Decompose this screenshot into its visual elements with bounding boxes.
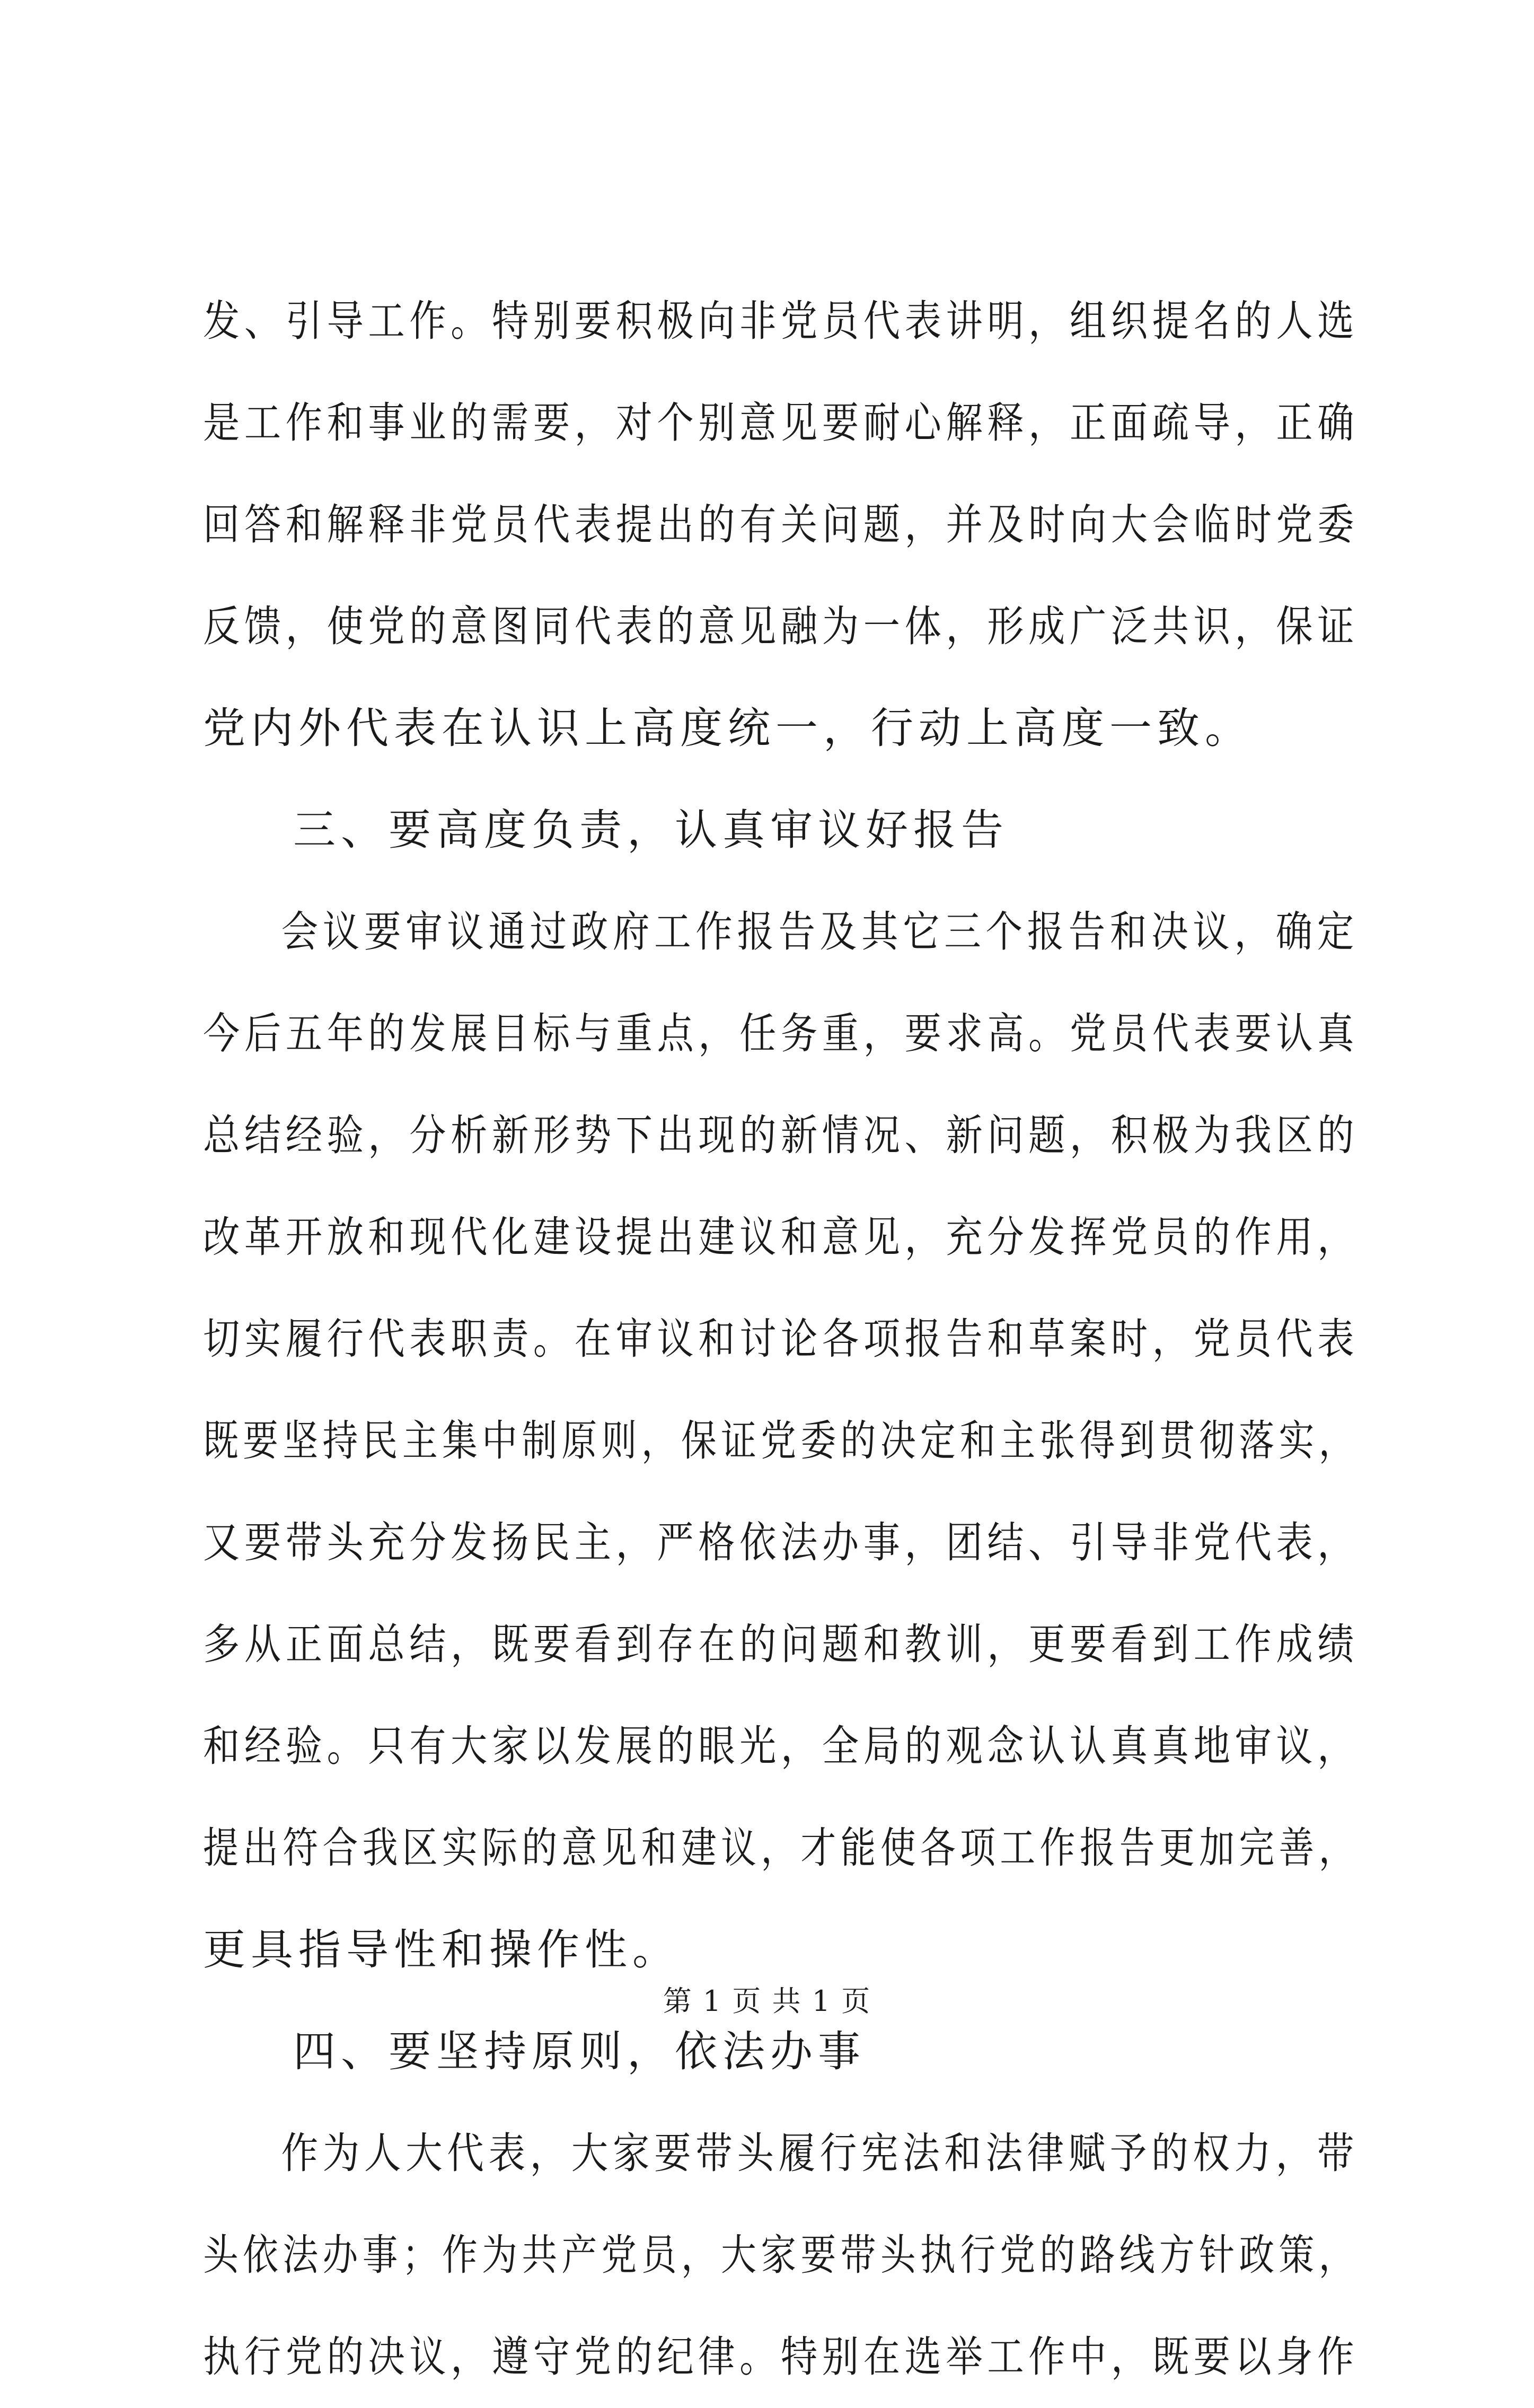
body-line-12: 既要坚持民主集中制原则，保证党委的决定和主张得到贯彻落实， bbox=[203, 1416, 1359, 1465]
body-line-10: 改革开放和现代化建设提出建议和意见，充分发挥党员的作用， bbox=[203, 1212, 1359, 1262]
body-line-13: 又要带头充分发扬民主，严格依法办事，团结、引导非党代表， bbox=[203, 1518, 1359, 1567]
body-line-11: 切实履行代表职责。在审议和讨论各项报告和草案时，党员代表 bbox=[203, 1314, 1359, 1364]
section-heading-4: 四、要坚持原则，依法办事 bbox=[293, 2027, 866, 2076]
body-line-4: 反馈，使党的意图同代表的意见融为一体，形成广泛共识，保证 bbox=[203, 602, 1359, 651]
body-line-9: 总结经验，分析新形势下出现的新情况、新问题，积极为我区的 bbox=[203, 1111, 1359, 1160]
body-line-7: 会议要审议通过政府工作报告及其它三个报告和决议，确定 bbox=[281, 907, 1359, 956]
body-line-8: 今后五年的发展目标与重点，任务重，要求高。党员代表要认真 bbox=[203, 1009, 1359, 1058]
body-line-20: 头依法办事；作为共产党员，大家要带头执行党的路线方针政策， bbox=[203, 2230, 1359, 2280]
body-line-21: 执行党的决议，遵守党的纪律。特别在选举工作中，既要以身作 bbox=[203, 2332, 1359, 2381]
body-line-1: 发、引导工作。特别要积极向非党员代表讲明，组织提名的人选 bbox=[203, 296, 1359, 346]
body-line-17: 更具指导性和操作性。 bbox=[203, 1925, 680, 1974]
page-number-footer: 第 1 页 共 1 页 bbox=[663, 1984, 871, 2018]
body-line-15: 和经验。只有大家以发展的眼光，全局的观念认认真真地审议， bbox=[203, 1721, 1359, 1771]
section-heading-3: 三、要高度负责，认真审议好报告 bbox=[293, 805, 1009, 855]
document-body bbox=[203, 270, 1359, 2408]
body-line-2: 是工作和事业的需要，对个别意见要耐心解释，正面疏导，正确 bbox=[203, 398, 1359, 447]
body-line-5: 党内外代表在认识上高度统一，行动上高度一致。 bbox=[203, 704, 1253, 753]
body-line-16: 提出符合我区实际的意见和建议，才能使各项工作报告更加完善， bbox=[203, 1823, 1359, 1873]
body-line-3: 回答和解释非党员代表提出的有关问题，并及时向大会临时党委 bbox=[203, 500, 1359, 549]
body-line-19: 作为人大代表，大家要带头履行宪法和法律赋予的权力，带 bbox=[281, 2129, 1359, 2178]
body-line-14: 多从正面总结，既要看到存在的问题和教训，更要看到工作成绩 bbox=[203, 1620, 1359, 1669]
